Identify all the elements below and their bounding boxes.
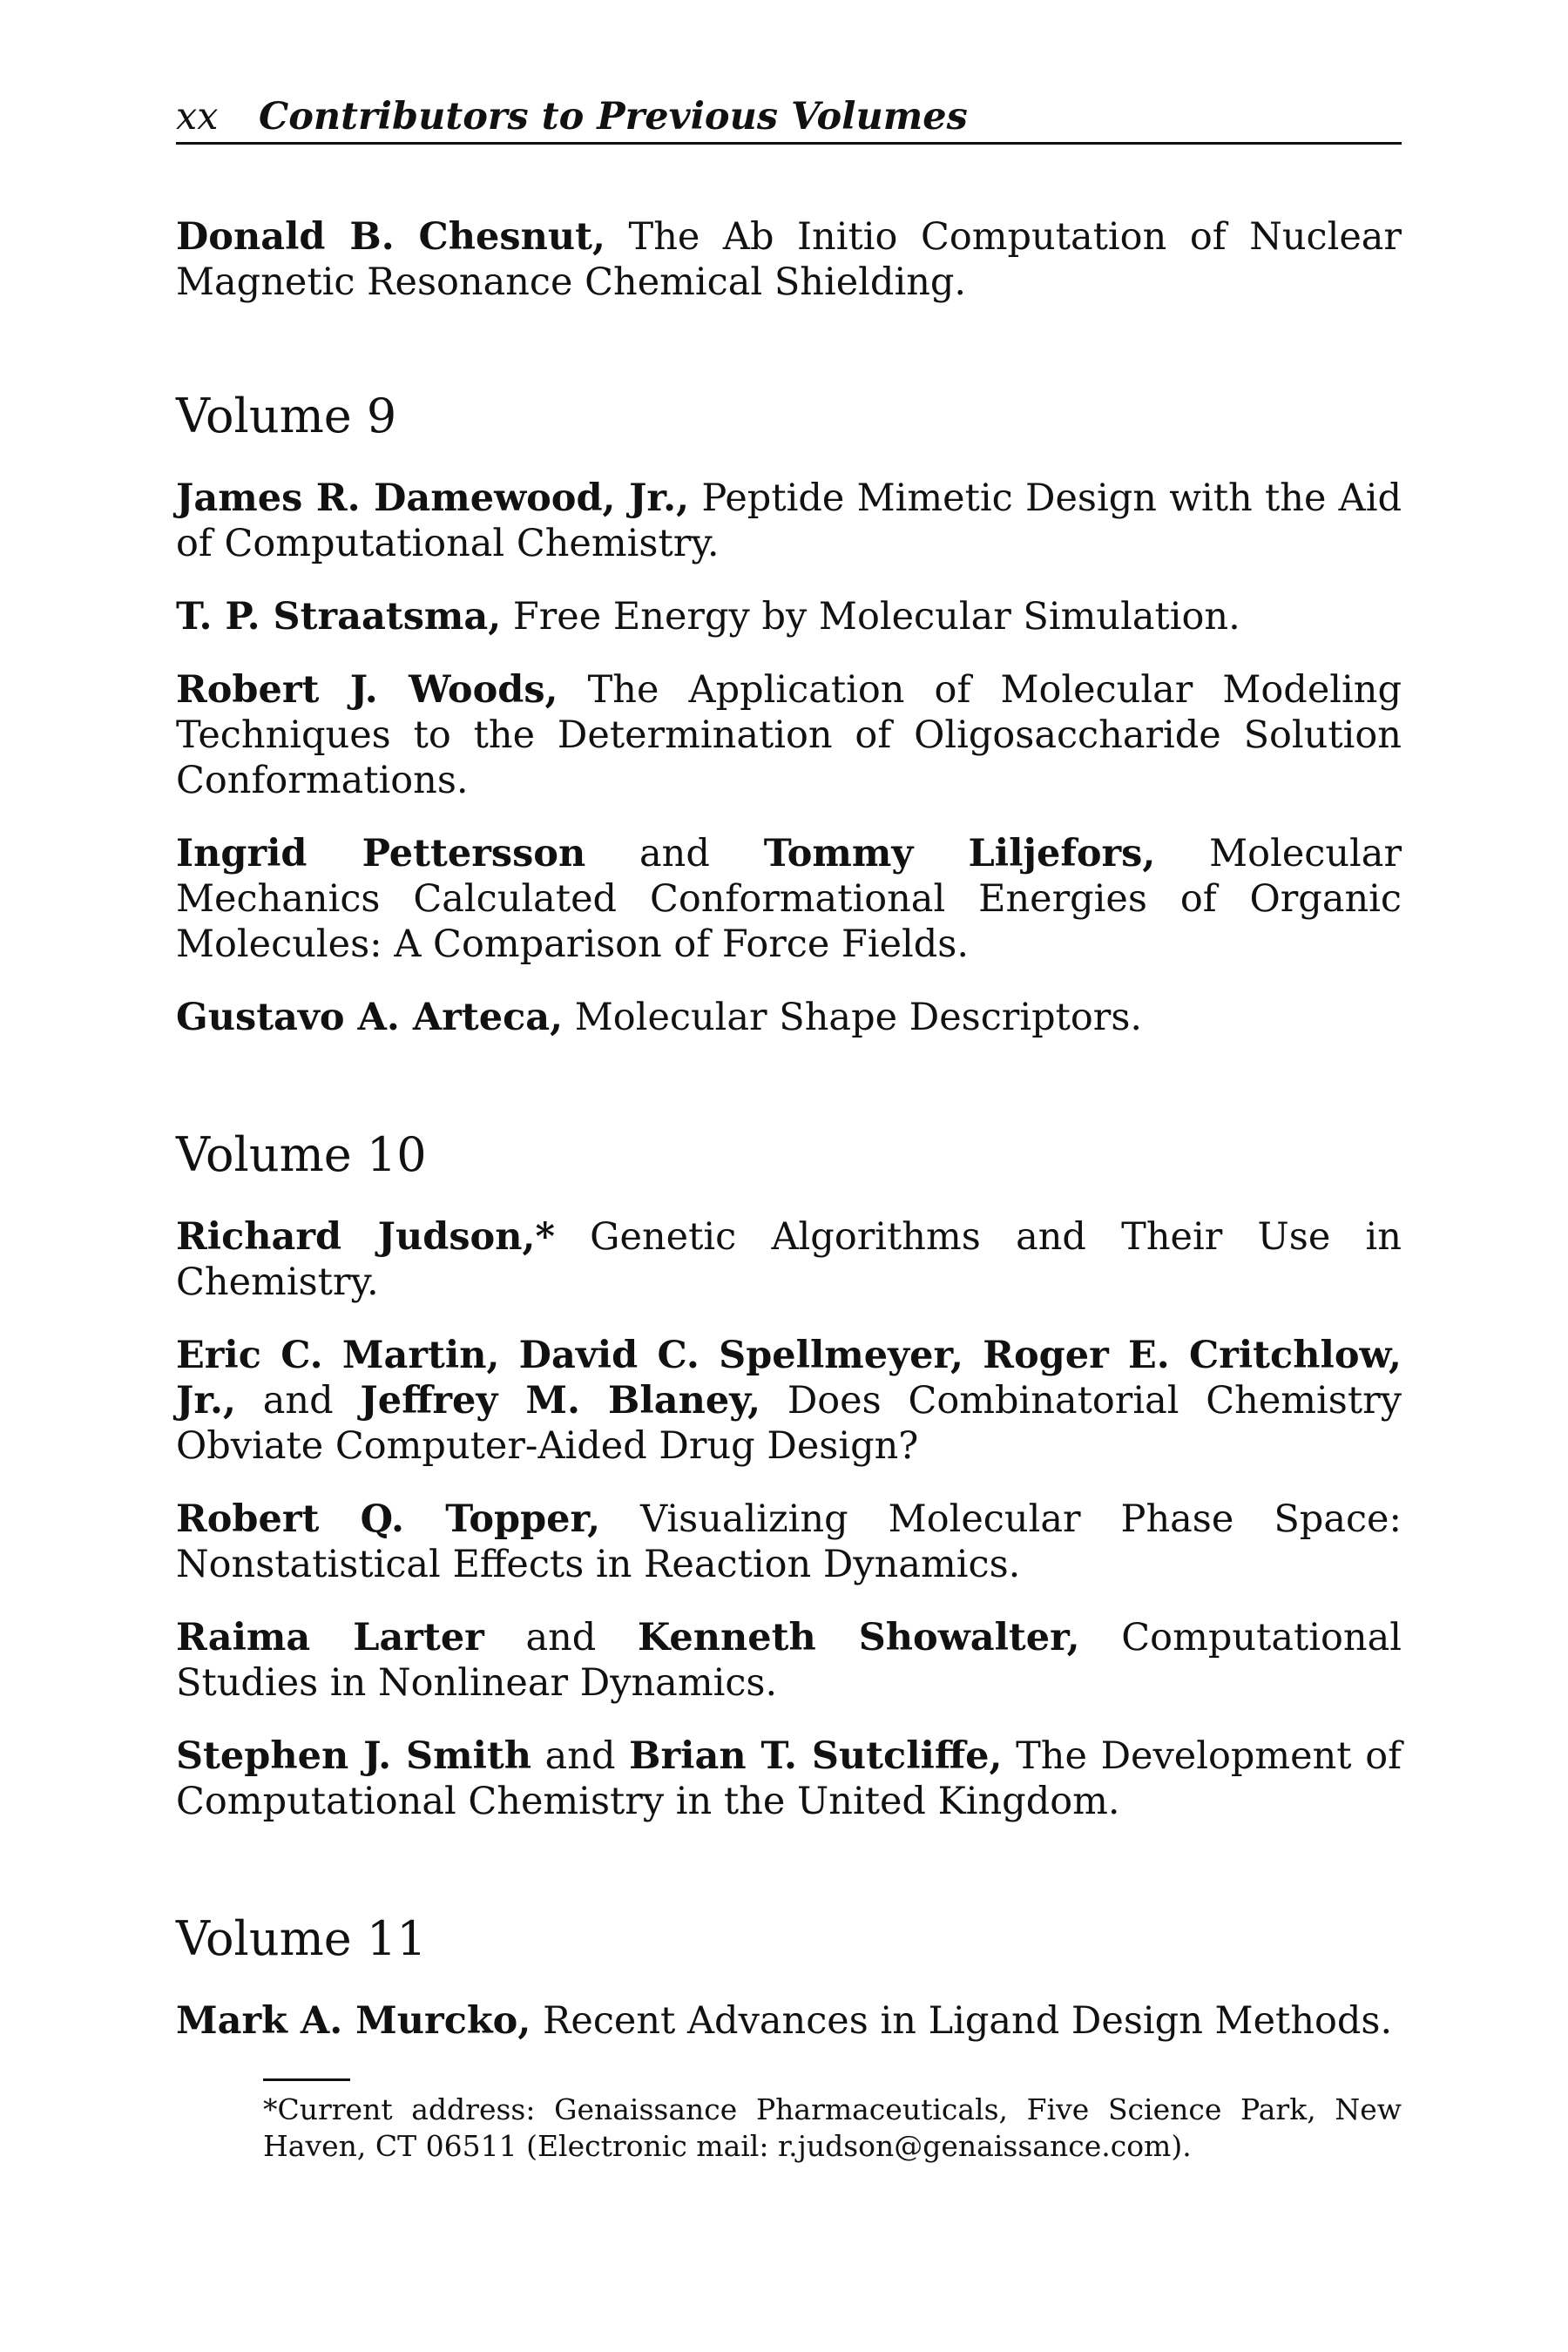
entry-authors: Mark A. Murcko,: [176, 1999, 531, 2043]
entry-authors: Donald B. Chesnut,: [176, 215, 605, 259]
entry-authors: Ingrid Pettersson: [176, 832, 586, 875]
entry-arteca: [176, 995, 1402, 1040]
entry-title: Genetic Algorithms and Their Use in Chemistry.: [176, 1215, 1402, 1304]
entry-martin-et-al: [176, 1333, 1402, 1469]
entry-authors: Eric C. Martin, David C. Spellmeyer, Roger E. Critchlow, Jr.,: [176, 1334, 1402, 1423]
entry-title: Molecular Shape Descriptors.: [563, 996, 1143, 1039]
entry-authors: Richard Judson,*: [176, 1215, 555, 1259]
page-number: xx: [176, 95, 219, 139]
entry-authors: Raima Larter: [176, 1616, 484, 1659]
entry-damewood: [176, 476, 1402, 566]
entry-authors: Stephen J. Smith: [176, 1734, 532, 1778]
entry-murcko: [176, 1998, 1402, 2044]
entry-title: Molecular Mechanics Calculated Conformational Energies of Organic Molecules: A Comparison of Force Fields.: [176, 832, 1402, 966]
entry-topper: [176, 1497, 1402, 1587]
entry-smith-sutcliffe: [176, 1734, 1402, 1824]
entry-title: The Ab Initio Computation of Nuclear Magnetic Resonance Chemical Shielding.: [176, 215, 1402, 304]
volume-10-heading: Volume 10: [176, 1127, 427, 1182]
volume-11-heading: Volume 11: [176, 1911, 427, 1966]
entry-title: Peptide Mimetic Design with the Aid of Computational Chemistry.: [176, 476, 1402, 565]
entry-title: Free Energy by Molecular Simulation.: [501, 595, 1240, 639]
entry-authors: Robert Q. Topper,: [176, 1497, 601, 1541]
entry-title: The Development of Computational Chemistry in the United Kingdom.: [176, 1734, 1402, 1823]
entry-title: Visualizing Molecular Phase Space: Nonstatistical Effects in Reaction Dynamics.: [176, 1497, 1402, 1586]
entry-authors-2: Kenneth Showalter,: [637, 1616, 1080, 1659]
entry-straatsma: [176, 594, 1402, 639]
entry-judson: [176, 1214, 1402, 1305]
entry-title: The Application of Molecular Modeling Techniques to the Determination of Oligosaccharide Solution Conformations.: [176, 668, 1402, 802]
entry-authors: Robert J. Woods,: [176, 668, 558, 712]
entry-connector: and: [531, 1734, 630, 1778]
running-head-title: Contributors to Previous Volumes: [259, 95, 968, 139]
entry-connector: and: [483, 1616, 638, 1659]
entry-authors-2: Brian T. Sutcliffe,: [629, 1734, 1003, 1778]
entry-woods: [176, 667, 1402, 803]
entry-pettersson-liljefors: [176, 831, 1402, 967]
entry-authors: T. P. Straatsma,: [176, 595, 502, 639]
running-head: [176, 91, 1402, 145]
entry-authors-2: Tommy Liljefors,: [763, 832, 1156, 875]
entry-connector: and: [585, 832, 764, 875]
entry-authors-2: Jeffrey M. Blaney,: [360, 1379, 761, 1423]
entry-title: Computational Studies in Nonlinear Dynamics.: [176, 1616, 1402, 1705]
footnote-rule: [263, 2078, 350, 2081]
entry-connector: and: [236, 1379, 361, 1423]
entry-title: Does Combinatorial Chemistry Obviate Computer-Aided Drug Design?: [176, 1379, 1402, 1468]
entry-larter-showalter: [176, 1615, 1402, 1706]
entry-authors: James R. Damewood, Jr.,: [176, 476, 690, 520]
page: [176, 91, 1402, 2165]
entry-chesnut: [176, 214, 1402, 305]
volume-9-heading: Volume 9: [176, 389, 397, 443]
entry-authors: Gustavo A. Arteca,: [176, 996, 564, 1039]
entry-title: Recent Advances in Ligand Design Methods.: [531, 1999, 1393, 2043]
footnote: *Current address: Genaissance Pharmaceuticals, Five Science Park, New Haven, CT 06511 (Electronic mail: r.judson@genaissance.com).: [263, 2092, 1402, 2163]
